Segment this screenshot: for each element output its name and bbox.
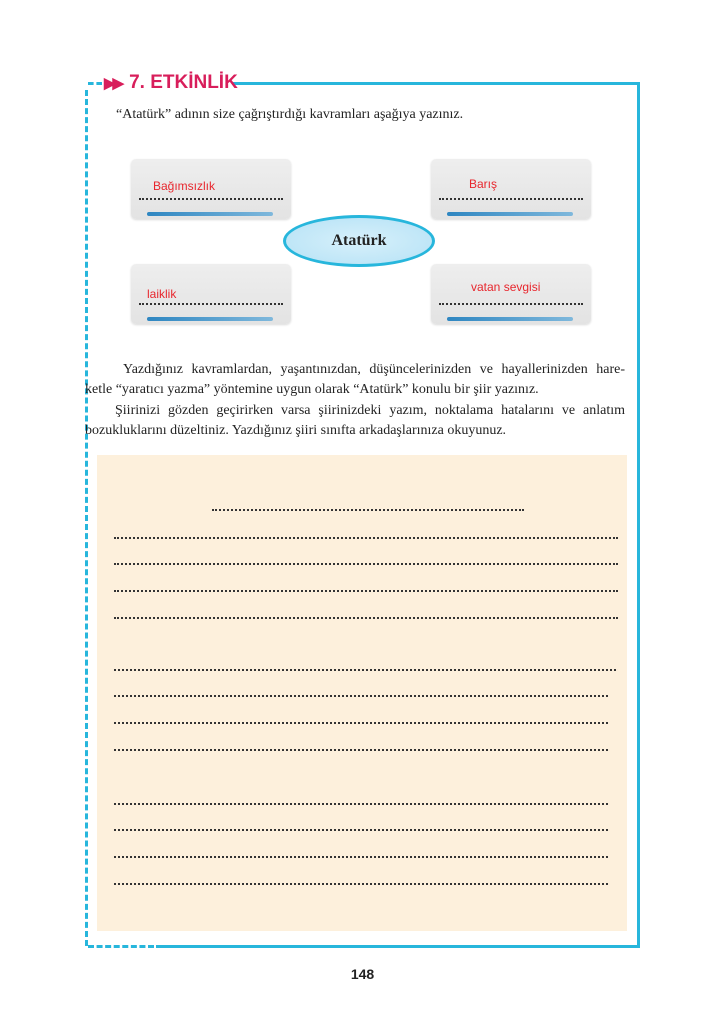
poem-line[interactable] [114, 537, 618, 539]
activity-title: 7. ETKİNLİK [129, 72, 238, 93]
concept-card-1[interactable] [131, 159, 291, 219]
poem-line[interactable] [114, 563, 618, 565]
double-arrow-icon: ▶▶ [104, 75, 122, 92]
concept-word: Bağımsızlık [153, 179, 216, 193]
frame-bottom-border [156, 945, 640, 948]
poem-line[interactable] [114, 722, 608, 724]
poem-line[interactable] [114, 803, 608, 805]
poem-title-line[interactable] [212, 509, 524, 511]
frame-left-dashed-border [85, 90, 88, 946]
concept-word: laiklik [147, 287, 177, 301]
page-number: 148 [350, 966, 375, 982]
poem-line[interactable] [114, 695, 608, 697]
poem-line[interactable] [114, 883, 608, 885]
dotted-line [439, 303, 583, 305]
paragraph-2-line-2: bozukluklarını düzeltiniz. Yazdığınız şiiri sınıfta arkadaşlarınıza okuyunuz. [85, 423, 507, 438]
card-underline-bar [447, 317, 573, 321]
paragraph-1-line-2: ketle “yaratıcı yazma” yöntemine uygun olarak “Atatürk” konulu bir şiir yazınız. [85, 382, 539, 397]
frame-right-border [637, 82, 640, 948]
dotted-line [139, 198, 283, 200]
concept-card-4[interactable] [431, 264, 591, 324]
dotted-line [439, 198, 583, 200]
instruction-text: “Atatürk” adının size çağrıştırdığı kavramları aşağıya yazınız. [116, 107, 464, 122]
frame-dash-top-left [88, 82, 102, 85]
center-concept-oval: Atatürk [283, 215, 435, 267]
concept-word: vatan sevgisi [471, 280, 541, 294]
poem-line[interactable] [114, 669, 616, 671]
poem-line[interactable] [114, 829, 608, 831]
concept-card-2[interactable] [431, 159, 591, 219]
frame-dash-bottom-left [88, 945, 154, 948]
paragraph-2-line-1: Şiirinizi gözden geçirirken varsa şiirinizdeki yazım, noktalama hatalarını ve anlatım [115, 403, 625, 418]
concept-word: Barış [469, 177, 498, 191]
poem-line[interactable] [114, 749, 608, 751]
frame-top-border [232, 82, 640, 85]
dotted-line [139, 303, 283, 305]
poem-line[interactable] [114, 617, 618, 619]
poem-line[interactable] [114, 856, 608, 858]
concept-card-3[interactable] [131, 264, 291, 324]
activity-header [104, 70, 238, 96]
card-underline-bar [447, 212, 573, 216]
poem-writing-area[interactable] [97, 455, 627, 931]
paragraph-1-line-1: Yazdığınız kavramlardan, yaşantınızdan, düşüncelerinizden ve hayallerinizden hare- [123, 362, 625, 377]
card-underline-bar [147, 317, 273, 321]
card-underline-bar [147, 212, 273, 216]
poem-line[interactable] [114, 590, 618, 592]
